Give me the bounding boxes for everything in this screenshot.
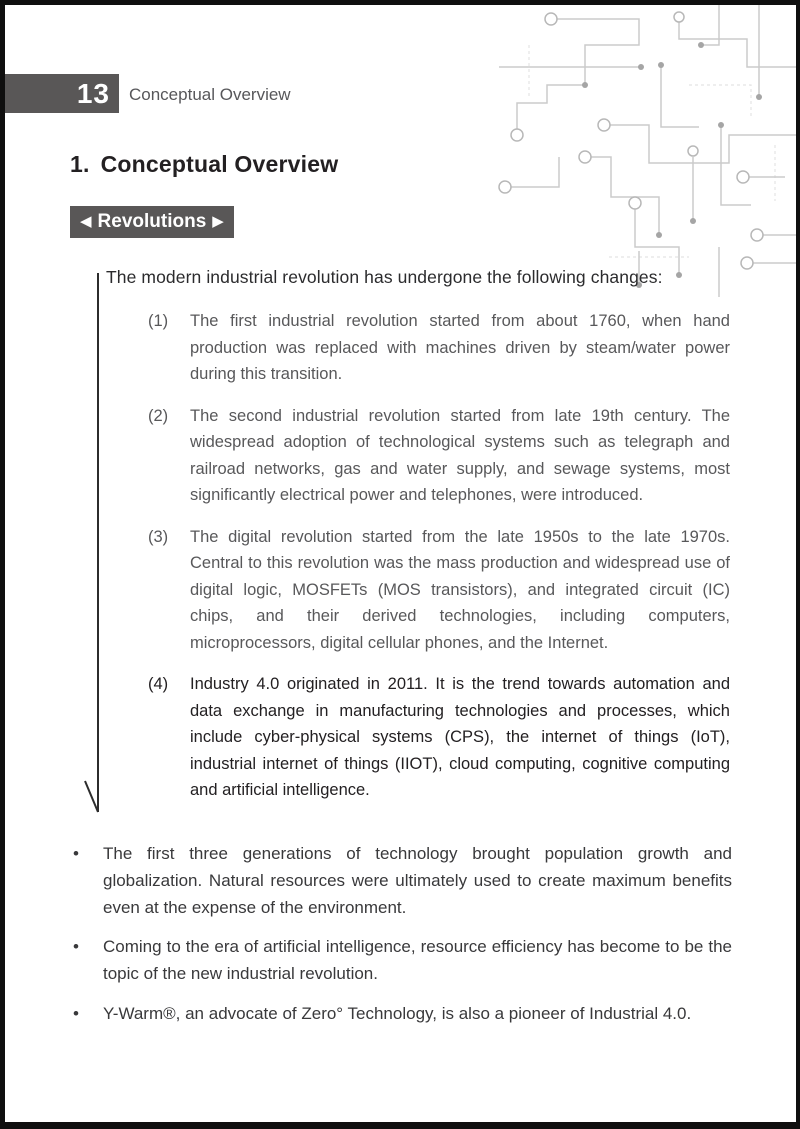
bullet-text: The first three generations of technology brought population growth and globalization. Natural resources were ultimately used to create maximum benefits even at the expense of the environment. bbox=[103, 844, 732, 917]
bullet-icon: • bbox=[73, 1003, 79, 1023]
list-item bbox=[148, 524, 730, 657]
bullet-icon: • bbox=[73, 937, 79, 957]
bullet-item bbox=[70, 841, 732, 921]
list-item bbox=[148, 671, 730, 804]
list-item bbox=[148, 403, 730, 509]
summary-bullets bbox=[70, 841, 732, 1041]
bullet-text: Coming to the era of artificial intelligence, resource efficiency has become to be the topic of the new industrial revolution. bbox=[103, 937, 732, 984]
item-text: Industry 4.0 originated in 2011. It is the trend towards automation and data exchange in manufacturing technologies and processes, which include cyber-physical systems (CPS), the internet of things (IoT), industrial internet of things (IIOT), cloud computing, cognitive computing and artificial intelligence. bbox=[190, 675, 730, 799]
right-arrow-icon: ▶ bbox=[212, 213, 224, 230]
item-number: (3) bbox=[148, 527, 169, 546]
intro-paragraph: The modern industrial revolution has undergone the following changes: bbox=[106, 267, 663, 287]
revolutions-list bbox=[148, 308, 730, 819]
circuit-pattern-decoration bbox=[489, 5, 796, 297]
page-title bbox=[70, 151, 338, 178]
bullet-item bbox=[70, 1001, 732, 1028]
title-number: 1. bbox=[70, 151, 90, 177]
item-number: (1) bbox=[148, 312, 169, 330]
page-number: 13 bbox=[76, 78, 110, 109]
bullet-icon: • bbox=[73, 844, 79, 863]
bullet-item bbox=[70, 934, 732, 988]
page-number-bar bbox=[5, 74, 119, 113]
banner-label: Revolutions bbox=[97, 211, 207, 232]
item-number: (4) bbox=[148, 675, 169, 693]
vertical-arrow-line bbox=[84, 271, 108, 821]
item-number: (2) bbox=[148, 406, 169, 425]
left-arrow-icon: ◀ bbox=[80, 213, 92, 230]
item-text: The first industrial revolution started from about 1760, when hand production was replaced with machines driven by steam/water power during this transition. bbox=[190, 312, 730, 383]
title-text: Conceptual Overview bbox=[100, 151, 339, 177]
item-text: The second industrial revolution started from late 19th century. The widespread adoption of technological systems such as telegraph and railroad networks, gas and water supply, and sewage systems, most significantly electrical power and telephones, were introduced. bbox=[190, 406, 730, 504]
list-item bbox=[148, 308, 730, 388]
header-section-label: Conceptual Overview bbox=[129, 85, 291, 104]
bullet-text: Y-Warm®, an advocate of Zero° Technology, is also a pioneer of Industrial 4.0. bbox=[103, 1003, 692, 1023]
item-text: The digital revolution started from the late 1950s to the late 1970s. Central to this revolution was the mass production and widespread use of digital logic, MOSFETs (MOS transistors), and integrated circuit (IC) chips, and their derived technologies, including computers, microprocessors, digital cellular phones, and the Internet. bbox=[190, 527, 730, 652]
revolutions-banner bbox=[70, 206, 234, 238]
